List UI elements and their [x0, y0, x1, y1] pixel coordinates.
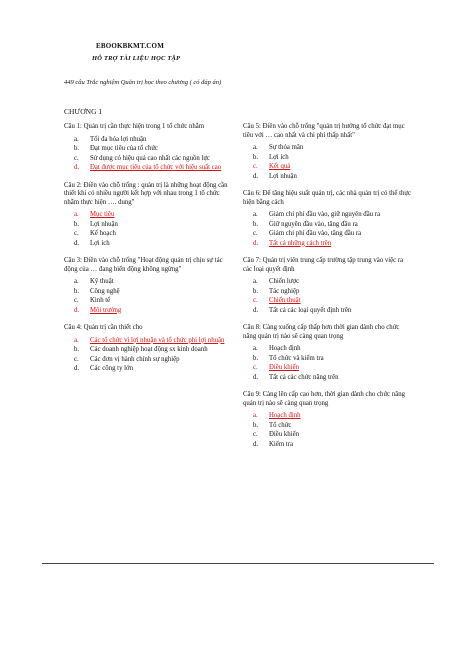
option-text: Tối đa hóa lợi nhuận: [90, 135, 147, 143]
answer-option-correct: [243, 412, 413, 421]
option-text: Đạt mục tiêu của tổ chức: [90, 145, 159, 152]
question-text: Câu 3: Điền vào chỗ trống "Hoạt động quản trị chịu sự tác động của … đang biến động không ngừng": [64, 257, 223, 273]
option-text: Kiểm tra: [269, 440, 293, 448]
option-letter: a.: [253, 211, 258, 218]
option-letter: b.: [74, 220, 80, 228]
option-text: Các tổ chức vì lợi nhuận và tổ chức phi lợi nhuận: [90, 336, 225, 344]
option-letter: a.: [74, 278, 79, 285]
answer-option: [243, 278, 413, 287]
option-text: Giảm chi phí đầu vào, tăng đầu ra: [269, 230, 362, 237]
answer-option-correct: [243, 240, 413, 249]
answer-option: [64, 297, 234, 306]
question-block: [64, 257, 234, 315]
answer-option-correct: [64, 307, 234, 316]
answer-option: [243, 374, 413, 383]
option-letter: a.: [253, 345, 258, 352]
answer-option: [64, 155, 234, 164]
option-text: Lợi ích: [90, 239, 110, 247]
answer-options: [64, 211, 234, 248]
option-text: Các công ty lớn: [90, 365, 134, 372]
question-block: [243, 324, 413, 382]
option-letter: c.: [253, 431, 258, 438]
answer-option: [64, 278, 234, 287]
chapter-heading: CHƯƠNG 1: [64, 107, 103, 116]
answer-option: [64, 365, 234, 374]
answer-option: [64, 230, 234, 239]
question-block: [243, 391, 413, 449]
option-letter: a.: [253, 412, 258, 419]
option-letter: a.: [74, 135, 79, 143]
site-name: EBOOKBKMT.COM: [96, 42, 164, 50]
question-block: [64, 324, 234, 374]
option-text: Tổ chức và kiểm tra: [269, 354, 324, 362]
answer-option-correct: [243, 297, 413, 306]
option-text: Điều khiển: [269, 431, 300, 438]
footer-divider: [42, 563, 434, 564]
question-block: [243, 257, 413, 315]
option-text: Chiến thuật: [269, 297, 301, 304]
option-letter: b.: [74, 145, 80, 152]
option-letter: b.: [253, 354, 259, 362]
question-text: Câu 8: Càng xuống cấp thấp hơn thời gian dành cho chức năng quản trị nào sẽ càng quan trọng: [243, 324, 400, 340]
answer-option: [64, 288, 234, 297]
answer-option-correct: [243, 364, 413, 373]
option-letter: d.: [253, 306, 259, 314]
option-letter: d.: [74, 365, 80, 372]
option-letter: a.: [253, 278, 258, 285]
option-text: Tất cả những cách trên: [269, 239, 332, 247]
option-letter: a.: [74, 336, 79, 344]
option-letter: c.: [253, 163, 258, 170]
option-text: Môi trường: [90, 306, 122, 314]
questions-column-right: [243, 123, 413, 458]
answer-option: [243, 441, 413, 450]
option-letter: a.: [253, 144, 258, 151]
option-letter: c.: [253, 297, 258, 304]
option-text: Tổ chức: [269, 421, 292, 429]
answer-option: [64, 240, 234, 249]
answer-options: [243, 412, 413, 449]
option-text: Công nghệ: [90, 287, 120, 295]
option-letter: b.: [253, 287, 259, 295]
option-text: Kết quả: [269, 163, 291, 170]
option-text: Đạt được mục tiêu của tổ chức với hiệu suất cao: [90, 164, 222, 171]
option-letter: b.: [253, 220, 259, 228]
document-title: 449 câu Trắc nghiệm Quản trị học theo chương ( có đáp án): [64, 79, 222, 86]
answer-option-correct: [64, 337, 234, 346]
question-text: Câu 2: Điền vào chỗ trống : quản trị là những hoạt động cần thiết khi có nhiều người kết hợp với nhau trong 1 tổ chức nhằm thực hiện …. dung": [64, 181, 228, 206]
option-text: Sử dụng có hiệu quả cao nhất các nguồn lực: [90, 154, 211, 162]
answer-option: [243, 230, 413, 239]
answer-option: [64, 221, 234, 230]
answer-options: [64, 278, 234, 315]
option-text: Giảm chi phí đầu vào, giữ nguyên đầu ra: [269, 211, 381, 218]
answer-options: [243, 345, 413, 382]
question-block: [64, 182, 234, 249]
answer-option: [64, 356, 234, 365]
option-text: Lợi nhuận: [269, 172, 297, 180]
answer-option: [243, 154, 413, 163]
option-text: Tác nghiệp: [269, 287, 300, 295]
question-text: Câu 7: Quản trị viên trung cấp trường tập trung vào việc ra các loại quyết định: [243, 257, 404, 273]
option-letter: d.: [253, 239, 259, 247]
option-text: Tất cả các chức năng trên: [269, 373, 339, 381]
option-text: Lợi nhuận: [90, 220, 118, 228]
option-text: Tất cả các loại quyết định trên: [269, 306, 352, 314]
option-letter: c.: [74, 230, 79, 237]
site-subtitle: HỖ TRỢ TÀI LIỆU HỌC TẬP: [92, 55, 181, 62]
answer-option: [243, 355, 413, 364]
answer-option-correct: [64, 164, 234, 173]
answer-option: [243, 345, 413, 354]
answer-option: [243, 288, 413, 297]
option-text: Điều khiển: [269, 364, 300, 371]
answer-option: [243, 221, 413, 230]
question-text: Câu 4: Quản trị cần thiết cho: [64, 324, 143, 331]
answer-option: [64, 145, 234, 154]
option-letter: c.: [74, 154, 79, 162]
answer-option: [243, 307, 413, 316]
question-text: Câu 1: Quản trị cần thực hiện trong 1 tổ chức nhằm: [64, 123, 205, 130]
answer-options: [243, 211, 413, 248]
option-text: Hoạch định: [269, 345, 301, 352]
question-block: [64, 123, 234, 173]
option-text: Sự thỏa mãn: [269, 144, 304, 151]
option-letter: c.: [253, 230, 258, 237]
option-letter: d.: [253, 440, 259, 448]
option-text: Kinh tế: [90, 297, 111, 304]
answer-option: [243, 431, 413, 440]
option-letter: d.: [253, 373, 259, 381]
question-block: [243, 190, 413, 248]
option-text: Hoạch định: [269, 412, 301, 419]
question-text: Câu 5: Điền vào chỗ trống "quản trị hướng tổ chức đạt mục tiêu với … cao nhất và chi phí thấp nhất": [243, 123, 405, 139]
answer-option: [243, 422, 413, 431]
option-letter: a.: [74, 211, 79, 218]
option-letter: c.: [74, 355, 79, 363]
question-block: [243, 123, 413, 181]
option-text: Các đơn vị hành chính sự nghiệp: [90, 355, 180, 363]
option-letter: b.: [74, 346, 80, 353]
answer-option: [243, 211, 413, 220]
option-letter: b.: [74, 287, 80, 295]
option-letter: d.: [74, 164, 80, 171]
answer-option: [243, 173, 413, 182]
option-letter: d.: [253, 172, 259, 180]
option-text: Lợi ích: [269, 153, 289, 161]
answer-options: [243, 144, 413, 181]
question-text: Câu 6: Để tăng hiệu suất quản trị, các nhà quản trị có thể thực hiện bằng cách: [243, 190, 412, 206]
questions-column-left: [64, 123, 234, 383]
answer-option-correct: [243, 163, 413, 172]
answer-option: [243, 144, 413, 153]
option-letter: d.: [74, 306, 80, 314]
option-letter: c.: [74, 297, 79, 304]
answer-option-correct: [64, 211, 234, 220]
answer-options: [243, 278, 413, 315]
option-letter: d.: [74, 239, 80, 247]
answer-options: [64, 136, 234, 173]
option-text: Mục tiêu: [90, 211, 115, 218]
option-text: Kế hoạch: [90, 230, 116, 237]
option-text: Giữ nguyên đầu vào, tăng đầu ra: [269, 220, 358, 228]
option-letter: b.: [253, 421, 259, 429]
option-letter: c.: [253, 364, 258, 371]
option-text: Các doanh nghiệp hoạt động sx kinh doanh: [90, 346, 208, 353]
answer-options: [64, 337, 234, 374]
answer-option: [64, 136, 234, 145]
option-letter: b.: [253, 153, 259, 161]
answer-option: [64, 346, 234, 355]
question-text: Câu 9: Càng lên cấp cao hơn, thời gian dành cho chức năng quản trị nào sẽ càng quan trọng: [243, 391, 406, 407]
option-text: Kỹ thuật: [90, 278, 114, 285]
option-text: Chiến lược: [269, 278, 300, 285]
